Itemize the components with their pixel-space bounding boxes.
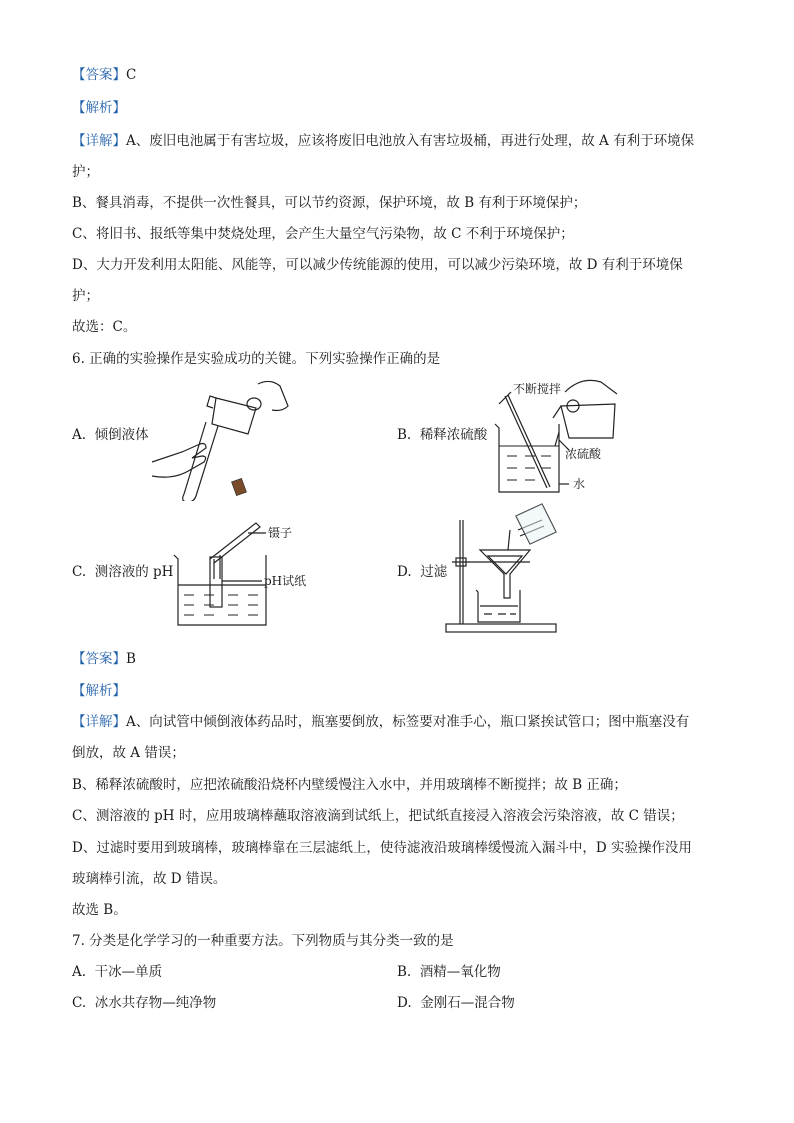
option-text: 过滤 — [420, 564, 448, 580]
detail-tag: 【详解】 — [72, 133, 126, 149]
option-letter: D. — [397, 995, 412, 1011]
hand-icon — [565, 380, 617, 394]
answer-tag: 【答案】 — [72, 67, 126, 83]
q5-conclusion: 故选：C。 — [72, 319, 137, 335]
q5-answer-row — [72, 65, 136, 85]
option-text: 干冰—单质 — [94, 964, 163, 980]
funnel-icon — [480, 550, 530, 598]
q6-stem: 6. 正确的实验操作是实验成功的关键。下列实验操作正确的是 — [72, 351, 441, 367]
q7-option-c — [72, 993, 216, 1013]
detail-text: A、向试管中倾倒液体药品时，瓶塞要倒放，标签要对准手心，瓶口紧挨试管口；图中瓶塞没有 — [126, 714, 690, 730]
ph-paper-label: pH试纸 — [264, 574, 307, 588]
answer-value: C — [126, 67, 137, 83]
tweezers-label: 镊子 — [268, 526, 293, 540]
acid-beaker-icon — [561, 404, 615, 438]
q6-detail-line-4: C、测溶液的 pH 时，应用玻璃棒蘸取溶液滴到试纸上，把试纸直接浸入溶液会污染溶液，故 C 错误； — [72, 808, 684, 824]
q6-option-b — [397, 425, 487, 445]
q6-detail-line-5: D、过滤时要用到玻璃棒，玻璃棒靠在三层滤纸上，使待滤液沿玻璃棒缓慢流入漏斗中，D 实验操作没用 — [72, 840, 692, 856]
q5-detail-line-2: 护； — [72, 164, 99, 180]
conc-acid-label: 浓硫酸 — [565, 447, 602, 461]
option-text: 金刚石—混合物 — [420, 995, 515, 1011]
stand-base-icon — [446, 624, 556, 632]
analysis-tag: 【解析】 — [72, 100, 126, 116]
figure-pouring-liquid — [150, 376, 290, 501]
detail-tag: 【详解】 — [72, 714, 126, 730]
q7-stem: 7. 分类是化学学习的一种重要方法。下列物质与其分类一致的是 — [72, 933, 454, 949]
q5-detail-line-6: 护； — [72, 288, 99, 304]
option-text: 冰水共存物—纯净物 — [94, 995, 217, 1011]
figure-diluting-acid — [485, 376, 625, 501]
stirring-label: 不断搅拌 — [513, 382, 562, 396]
q5-detail-line-1 — [72, 131, 694, 151]
q5-detail-line-3: B、餐具消毒，不提供一次性餐具，可以节约资源，保护环境，故 B 有利于环境保护； — [72, 195, 587, 211]
option-text: 酒精—氧化物 — [419, 964, 501, 980]
q6-option-c — [72, 562, 173, 582]
reagent-bottle-icon — [212, 398, 256, 434]
q6-detail-line-6: 玻璃棒引流，故 D 错误。 — [72, 871, 227, 887]
q5-detail-line-4: C、将旧书、报纸等集中焚烧处理，会产生大量空气污染物，故 C 不利于环境保护； — [72, 226, 574, 242]
glass-rod-icon — [505, 396, 547, 488]
option-letter: C. — [72, 995, 87, 1011]
detail-text: A、废旧电池属于有害垃圾，应该将废旧电池放入有害垃圾桶，再进行处理，故 A 有利于环境保 — [126, 133, 695, 149]
option-letter: D. — [397, 564, 412, 580]
q6-answer-row — [72, 649, 136, 669]
q5-detail-line-5: D、大力开发利用太阳能、风能等，可以减少传统能源的使用，可以减少污染环境，故 D 有利于环境保 — [72, 257, 683, 273]
q6-detail-line-2: 倒放，故 A 错误； — [72, 745, 185, 761]
option-text: 测溶液的 pH — [94, 564, 174, 580]
option-text: 稀释浓硫酸 — [419, 427, 488, 443]
q6-conclusion: 故选 B。 — [72, 902, 127, 918]
q6-option-a — [72, 425, 149, 445]
analysis-tag: 【解析】 — [72, 683, 126, 699]
figure-measuring-ph — [170, 515, 330, 630]
option-text: 倾倒液体 — [94, 427, 149, 443]
test-tube-icon — [183, 422, 218, 501]
water-label: 水 — [573, 477, 586, 491]
q6-detail-line-1 — [72, 712, 689, 732]
answer-value: B — [126, 651, 136, 667]
option-letter: B. — [397, 964, 412, 980]
q6-detail-line-3: B、稀释浓硫酸时，应把浓硫酸沿烧杯内壁缓慢注入水中，并用玻璃棒不断搅拌；故 B 正确； — [72, 777, 627, 793]
option-letter: C. — [72, 564, 87, 580]
answer-tag: 【答案】 — [72, 651, 126, 667]
q7-option-d — [397, 993, 515, 1013]
option-letter: A. — [72, 427, 87, 443]
pouring-hand-icon — [258, 381, 288, 410]
figure-filtration — [440, 500, 570, 640]
option-letter: A. — [72, 964, 87, 980]
q7-option-a — [72, 962, 162, 982]
water-beaker-icon — [495, 424, 559, 492]
q7-option-b — [397, 962, 501, 982]
option-letter: B. — [397, 427, 412, 443]
